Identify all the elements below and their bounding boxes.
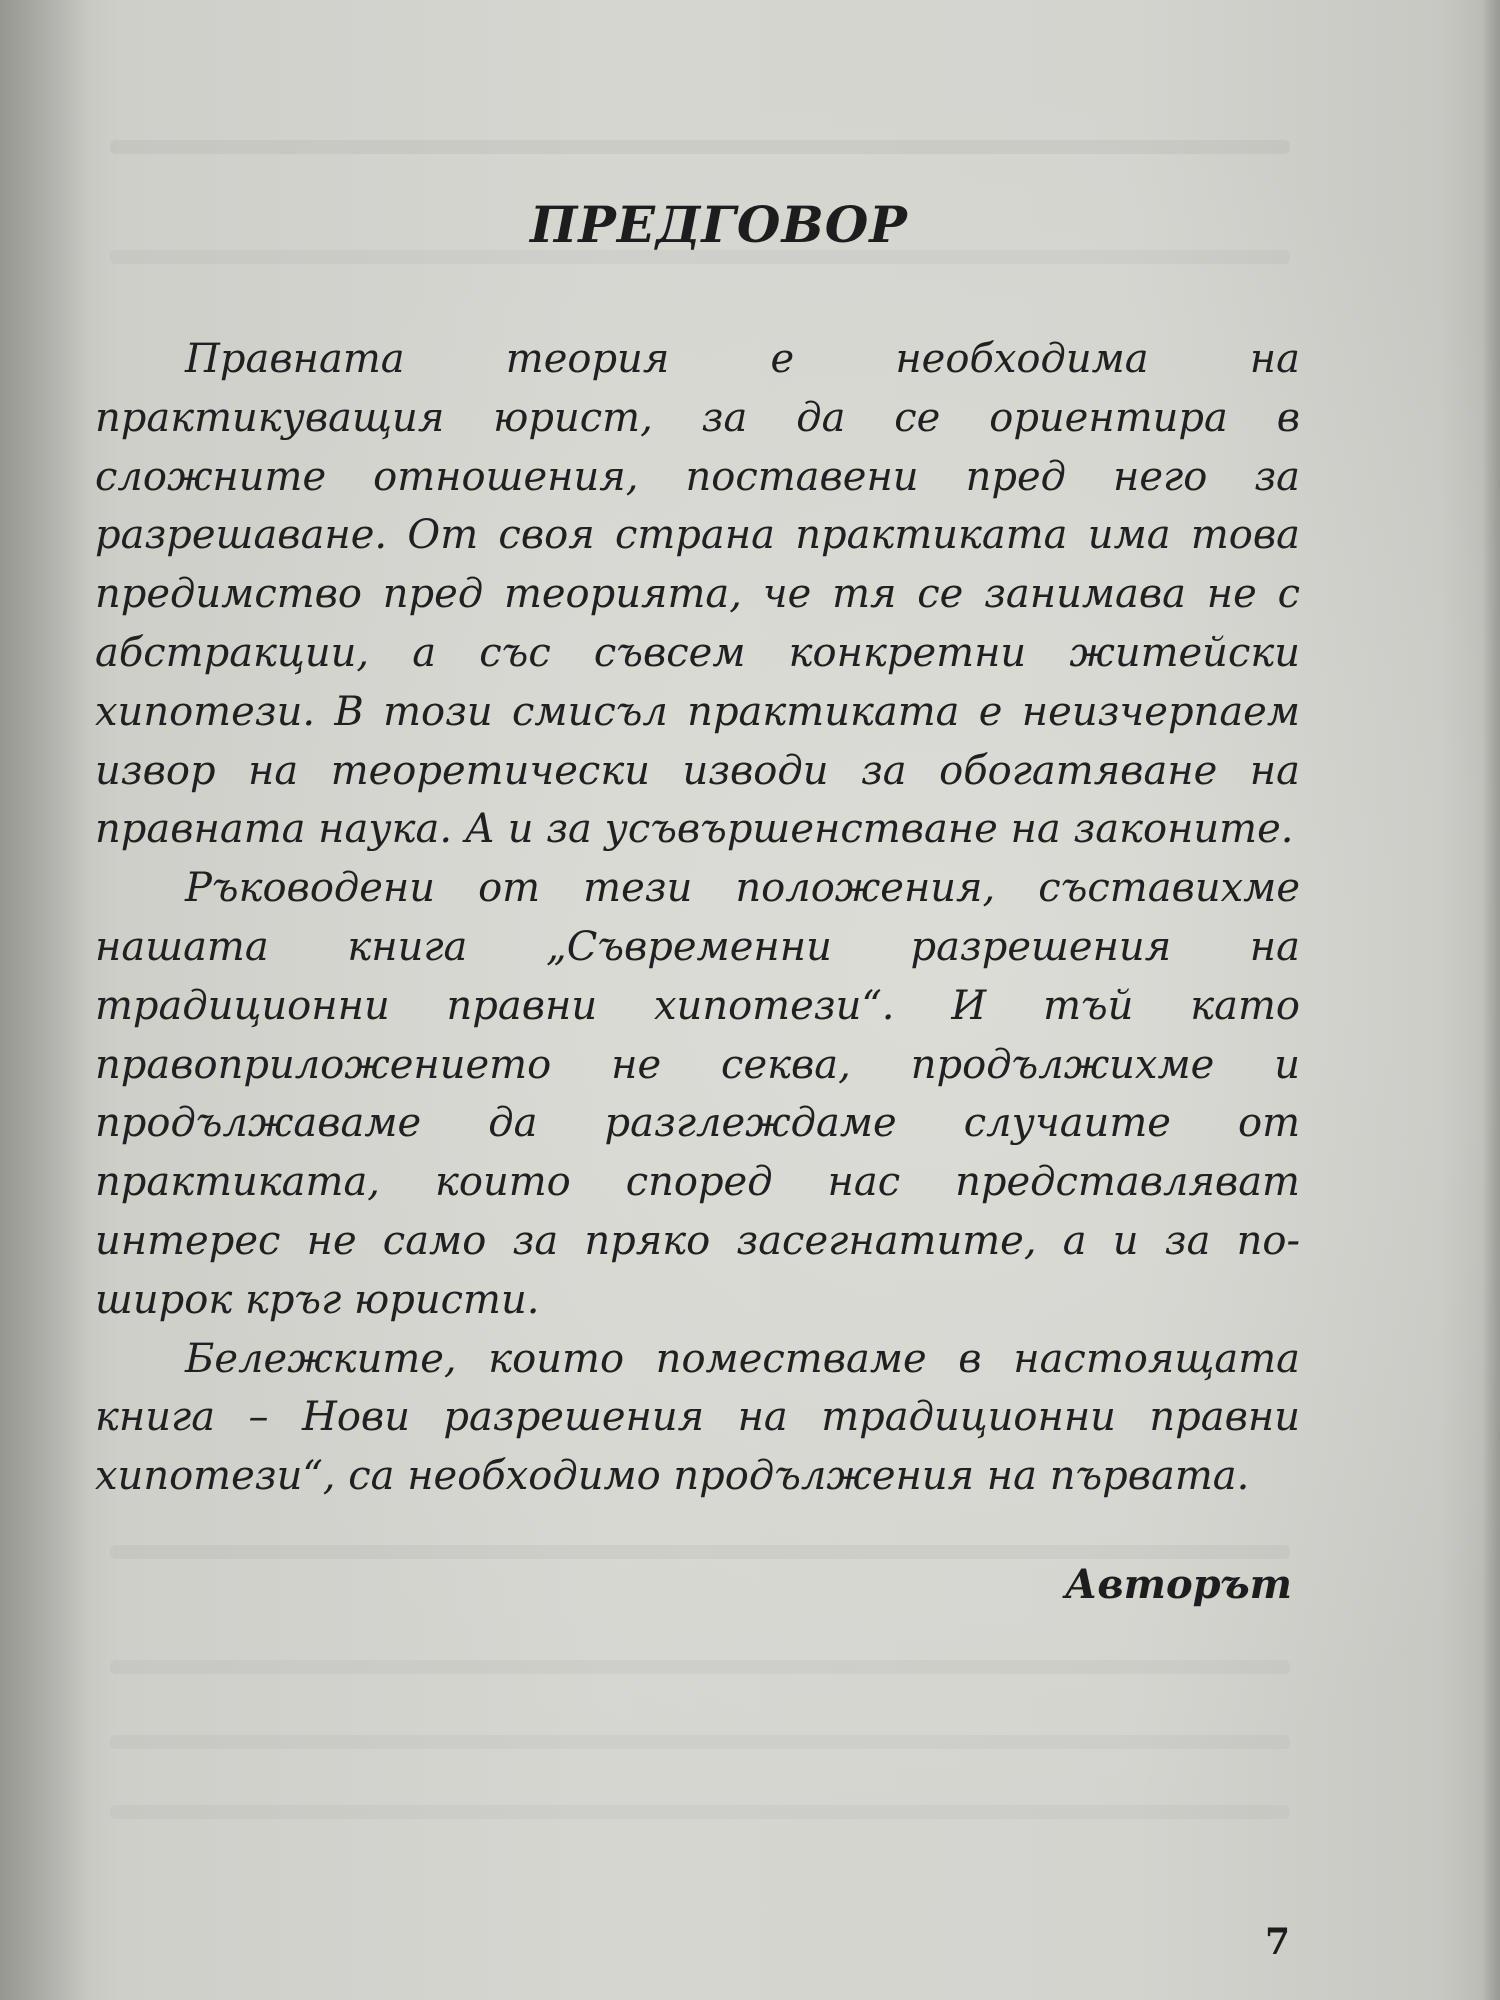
paragraph: Бележките, които поместваме в настоящата книга – Нови разрешения на традиционни правни хипотези“, са необходимо продължения на първата. <box>95 1335 1300 1500</box>
page-title: ПРЕДГОВОР <box>530 195 908 254</box>
bleed-through-line <box>110 1805 1290 1819</box>
bleed-through-line <box>110 140 1290 154</box>
binding-shadow <box>0 0 90 2000</box>
author-signature: Авторът <box>1064 1561 1292 1608</box>
page-number: 7 <box>1264 1921 1290 1963</box>
bleed-through-line <box>110 1660 1290 1674</box>
paragraph: Ръководени от тези положения, съставихме нашата книга „Съвременни разрешения на традиционни правни хипотези“. И тъй като правоприложението не секва, продължихме и продължаваме да разглеждаме случаите от практиката, които според нас представляват интерес не само за пряко засегнатите, а и за по-широк кръг юристи. <box>95 865 1300 1323</box>
preface-body <box>95 330 1300 1506</box>
bleed-through-line <box>110 1735 1290 1749</box>
page-edge <box>1482 0 1500 2000</box>
paragraph: Правната теория е необходима на практикуващия юрист, за да се ориентира в сложните отношения, поставени пред него за разрешаване. От своя страна практиката има това предимство пред теорията, че тя се занимава не с абстракции, а със съвсем конкретни житейски хипотези. В този смисъл практиката е неизчерпаем извор на теоретически изводи за обогатяване на правната наука. А и за усъвършенстване на законите. <box>95 336 1300 853</box>
